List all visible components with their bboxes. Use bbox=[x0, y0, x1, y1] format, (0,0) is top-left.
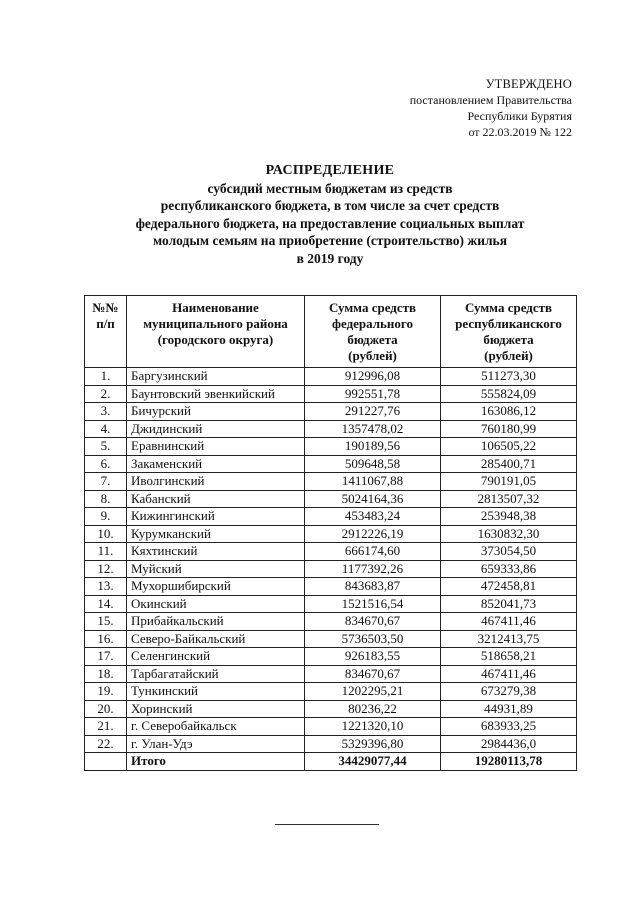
table-body bbox=[85, 368, 577, 771]
header-line: бюджета bbox=[483, 332, 534, 347]
federal-amount: 834670,67 bbox=[305, 613, 441, 631]
row-number: 9. bbox=[85, 508, 127, 526]
federal-amount: 291227,76 bbox=[305, 403, 441, 421]
table-row bbox=[85, 385, 577, 403]
district-name: Кижингинский bbox=[127, 508, 305, 526]
approval-republic: Республики Бурятия bbox=[467, 109, 572, 123]
republican-amount: 659333,86 bbox=[441, 560, 577, 578]
federal-amount: 1202295,21 bbox=[305, 683, 441, 701]
district-name: Джидинский bbox=[127, 420, 305, 438]
row-number: 10. bbox=[85, 525, 127, 543]
federal-amount: 992551,78 bbox=[305, 385, 441, 403]
row-number: 14. bbox=[85, 595, 127, 613]
table-row bbox=[85, 455, 577, 473]
total-number bbox=[85, 753, 127, 771]
table-row bbox=[85, 543, 577, 561]
total-label: Итого bbox=[127, 753, 305, 771]
federal-amount: 5024164,36 bbox=[305, 490, 441, 508]
district-name: Прибайкальский bbox=[127, 613, 305, 631]
federal-amount: 190189,56 bbox=[305, 438, 441, 456]
federal-amount: 666174,60 bbox=[305, 543, 441, 561]
table-row bbox=[85, 648, 577, 666]
district-name: Иволгинский bbox=[127, 473, 305, 491]
republican-amount: 2984436,0 bbox=[441, 735, 577, 753]
table-row bbox=[85, 420, 577, 438]
header-number bbox=[85, 296, 127, 368]
republican-amount: 163086,12 bbox=[441, 403, 577, 421]
republican-amount: 760180,99 bbox=[441, 420, 577, 438]
total-federal-amount: 34429077,44 bbox=[305, 753, 441, 771]
row-number: 7. bbox=[85, 473, 127, 491]
row-number: 17. bbox=[85, 648, 127, 666]
table-row bbox=[85, 490, 577, 508]
district-name: Муйский bbox=[127, 560, 305, 578]
header-line: (городского округа) bbox=[157, 332, 274, 347]
row-number: 15. bbox=[85, 613, 127, 631]
republican-amount: 467411,46 bbox=[441, 665, 577, 683]
table-row bbox=[85, 665, 577, 683]
table-row bbox=[85, 700, 577, 718]
document-title bbox=[70, 162, 590, 267]
federal-amount: 1221320,10 bbox=[305, 718, 441, 736]
republican-amount: 555824,09 bbox=[441, 385, 577, 403]
republican-amount: 673279,38 bbox=[441, 683, 577, 701]
header-line: Наименование bbox=[172, 300, 259, 315]
approval-heading: УТВЕРЖДЕНО bbox=[485, 77, 572, 91]
row-number: 2. bbox=[85, 385, 127, 403]
header-district bbox=[127, 296, 305, 368]
federal-amount: 1411067,88 bbox=[305, 473, 441, 491]
header-line: федерального bbox=[331, 316, 414, 331]
row-number: 18. bbox=[85, 665, 127, 683]
header-line: Сумма средств bbox=[328, 300, 417, 315]
table-row bbox=[85, 525, 577, 543]
table-row bbox=[85, 508, 577, 526]
district-name: Закаменский bbox=[127, 455, 305, 473]
separator-line bbox=[275, 824, 379, 825]
row-number: 12. bbox=[85, 560, 127, 578]
row-number: 19. bbox=[85, 683, 127, 701]
federal-amount: 2912226,19 bbox=[305, 525, 441, 543]
republican-amount: 285400,71 bbox=[441, 455, 577, 473]
table-row bbox=[85, 735, 577, 753]
title-line: субсидий местным бюджетам из средств bbox=[207, 180, 453, 196]
federal-amount: 912996,08 bbox=[305, 368, 441, 386]
federal-amount: 1521516,54 bbox=[305, 595, 441, 613]
district-name: Кяхтинский bbox=[127, 543, 305, 561]
row-number: 5. bbox=[85, 438, 127, 456]
title-heading: РАСПРЕДЕЛЕНИЕ bbox=[265, 163, 395, 178]
district-name: Тарбагатайский bbox=[127, 665, 305, 683]
header-republican-amount bbox=[441, 296, 577, 368]
district-name: Тункинский bbox=[127, 683, 305, 701]
district-name: Хоринский bbox=[127, 700, 305, 718]
republican-amount: 106505,22 bbox=[441, 438, 577, 456]
total-row bbox=[85, 753, 577, 771]
row-number: 13. bbox=[85, 578, 127, 596]
title-line: в 2019 году bbox=[296, 250, 364, 266]
title-line: республиканского бюджета, в том числе за счет средств bbox=[160, 198, 500, 213]
federal-amount: 926183,55 bbox=[305, 648, 441, 666]
federal-amount: 843683,87 bbox=[305, 578, 441, 596]
republican-amount: 511273,30 bbox=[441, 368, 577, 386]
republican-amount: 790191,05 bbox=[441, 473, 577, 491]
row-number: 3. bbox=[85, 403, 127, 421]
row-number: 8. bbox=[85, 490, 127, 508]
republican-amount: 1630832,30 bbox=[441, 525, 577, 543]
district-name: Бичурский bbox=[127, 403, 305, 421]
district-name: Мухоршибирский bbox=[127, 578, 305, 596]
republican-amount: 683933,25 bbox=[441, 718, 577, 736]
federal-amount: 834670,67 bbox=[305, 665, 441, 683]
table-row bbox=[85, 595, 577, 613]
table-row bbox=[85, 578, 577, 596]
district-name: Курумканский bbox=[127, 525, 305, 543]
district-name: г. Улан-Удэ bbox=[127, 735, 305, 753]
header-line: бюджета bbox=[347, 332, 398, 347]
district-name: Кабанский bbox=[127, 490, 305, 508]
table-row bbox=[85, 630, 577, 648]
table-row bbox=[85, 438, 577, 456]
row-number: 11. bbox=[85, 543, 127, 561]
republican-amount: 3212413,75 bbox=[441, 630, 577, 648]
row-number: 1. bbox=[85, 368, 127, 386]
republican-amount: 518658,21 bbox=[441, 648, 577, 666]
federal-amount: 5329396,80 bbox=[305, 735, 441, 753]
federal-amount: 80236,22 bbox=[305, 700, 441, 718]
federal-amount: 1357478,02 bbox=[305, 420, 441, 438]
total-republican-amount: 19280113,78 bbox=[441, 753, 577, 771]
header-line: п/п bbox=[96, 316, 115, 331]
republican-amount: 44931,89 bbox=[441, 700, 577, 718]
district-name: Северо-Байкальский bbox=[127, 630, 305, 648]
federal-amount: 453483,24 bbox=[305, 508, 441, 526]
federal-amount: 5736503,50 bbox=[305, 630, 441, 648]
table-row bbox=[85, 718, 577, 736]
header-line: республиканского bbox=[455, 316, 562, 331]
table-row bbox=[85, 473, 577, 491]
district-name: Окинский bbox=[127, 595, 305, 613]
row-number: 21. bbox=[85, 718, 127, 736]
table-row bbox=[85, 613, 577, 631]
district-name: Баунтовский эвенкийский bbox=[127, 385, 305, 403]
district-name: Баргузинский bbox=[127, 368, 305, 386]
table-row bbox=[85, 403, 577, 421]
row-number: 16. bbox=[85, 630, 127, 648]
table-row bbox=[85, 368, 577, 386]
district-name: Селенгинский bbox=[127, 648, 305, 666]
approval-block bbox=[410, 76, 572, 140]
distribution-table bbox=[84, 295, 577, 771]
district-name: Еравнинский bbox=[127, 438, 305, 456]
republican-amount: 253948,38 bbox=[441, 508, 577, 526]
table-row bbox=[85, 560, 577, 578]
header-line: №№ bbox=[92, 300, 119, 315]
title-line: молодым семьям на приобретение (строительство) жилья bbox=[152, 233, 508, 248]
republican-amount: 467411,46 bbox=[441, 613, 577, 631]
republican-amount: 852041,73 bbox=[441, 595, 577, 613]
row-number: 20. bbox=[85, 700, 127, 718]
republican-amount: 373054,50 bbox=[441, 543, 577, 561]
header-line: (рублей) bbox=[484, 348, 533, 363]
federal-amount: 509648,58 bbox=[305, 455, 441, 473]
row-number: 4. bbox=[85, 420, 127, 438]
table-row bbox=[85, 683, 577, 701]
federal-amount: 1177392,26 bbox=[305, 560, 441, 578]
row-number: 6. bbox=[85, 455, 127, 473]
district-name: г. Северобайкальск bbox=[127, 718, 305, 736]
header-federal-amount bbox=[305, 296, 441, 368]
republican-amount: 2813507,32 bbox=[441, 490, 577, 508]
header-line: Сумма средств bbox=[464, 300, 553, 315]
header-line: (рублей) bbox=[348, 348, 397, 363]
title-line: федерального бюджета, на предоставление социальных выплат bbox=[135, 215, 525, 231]
header-line: муниципального района bbox=[143, 316, 288, 331]
row-number: 22. bbox=[85, 735, 127, 753]
republican-amount: 472458,81 bbox=[441, 578, 577, 596]
approval-resolution: постановлением Правительства bbox=[409, 93, 572, 107]
table-header-row bbox=[85, 296, 577, 368]
approval-date-number: от 22.03.2019 № 122 bbox=[468, 125, 572, 139]
